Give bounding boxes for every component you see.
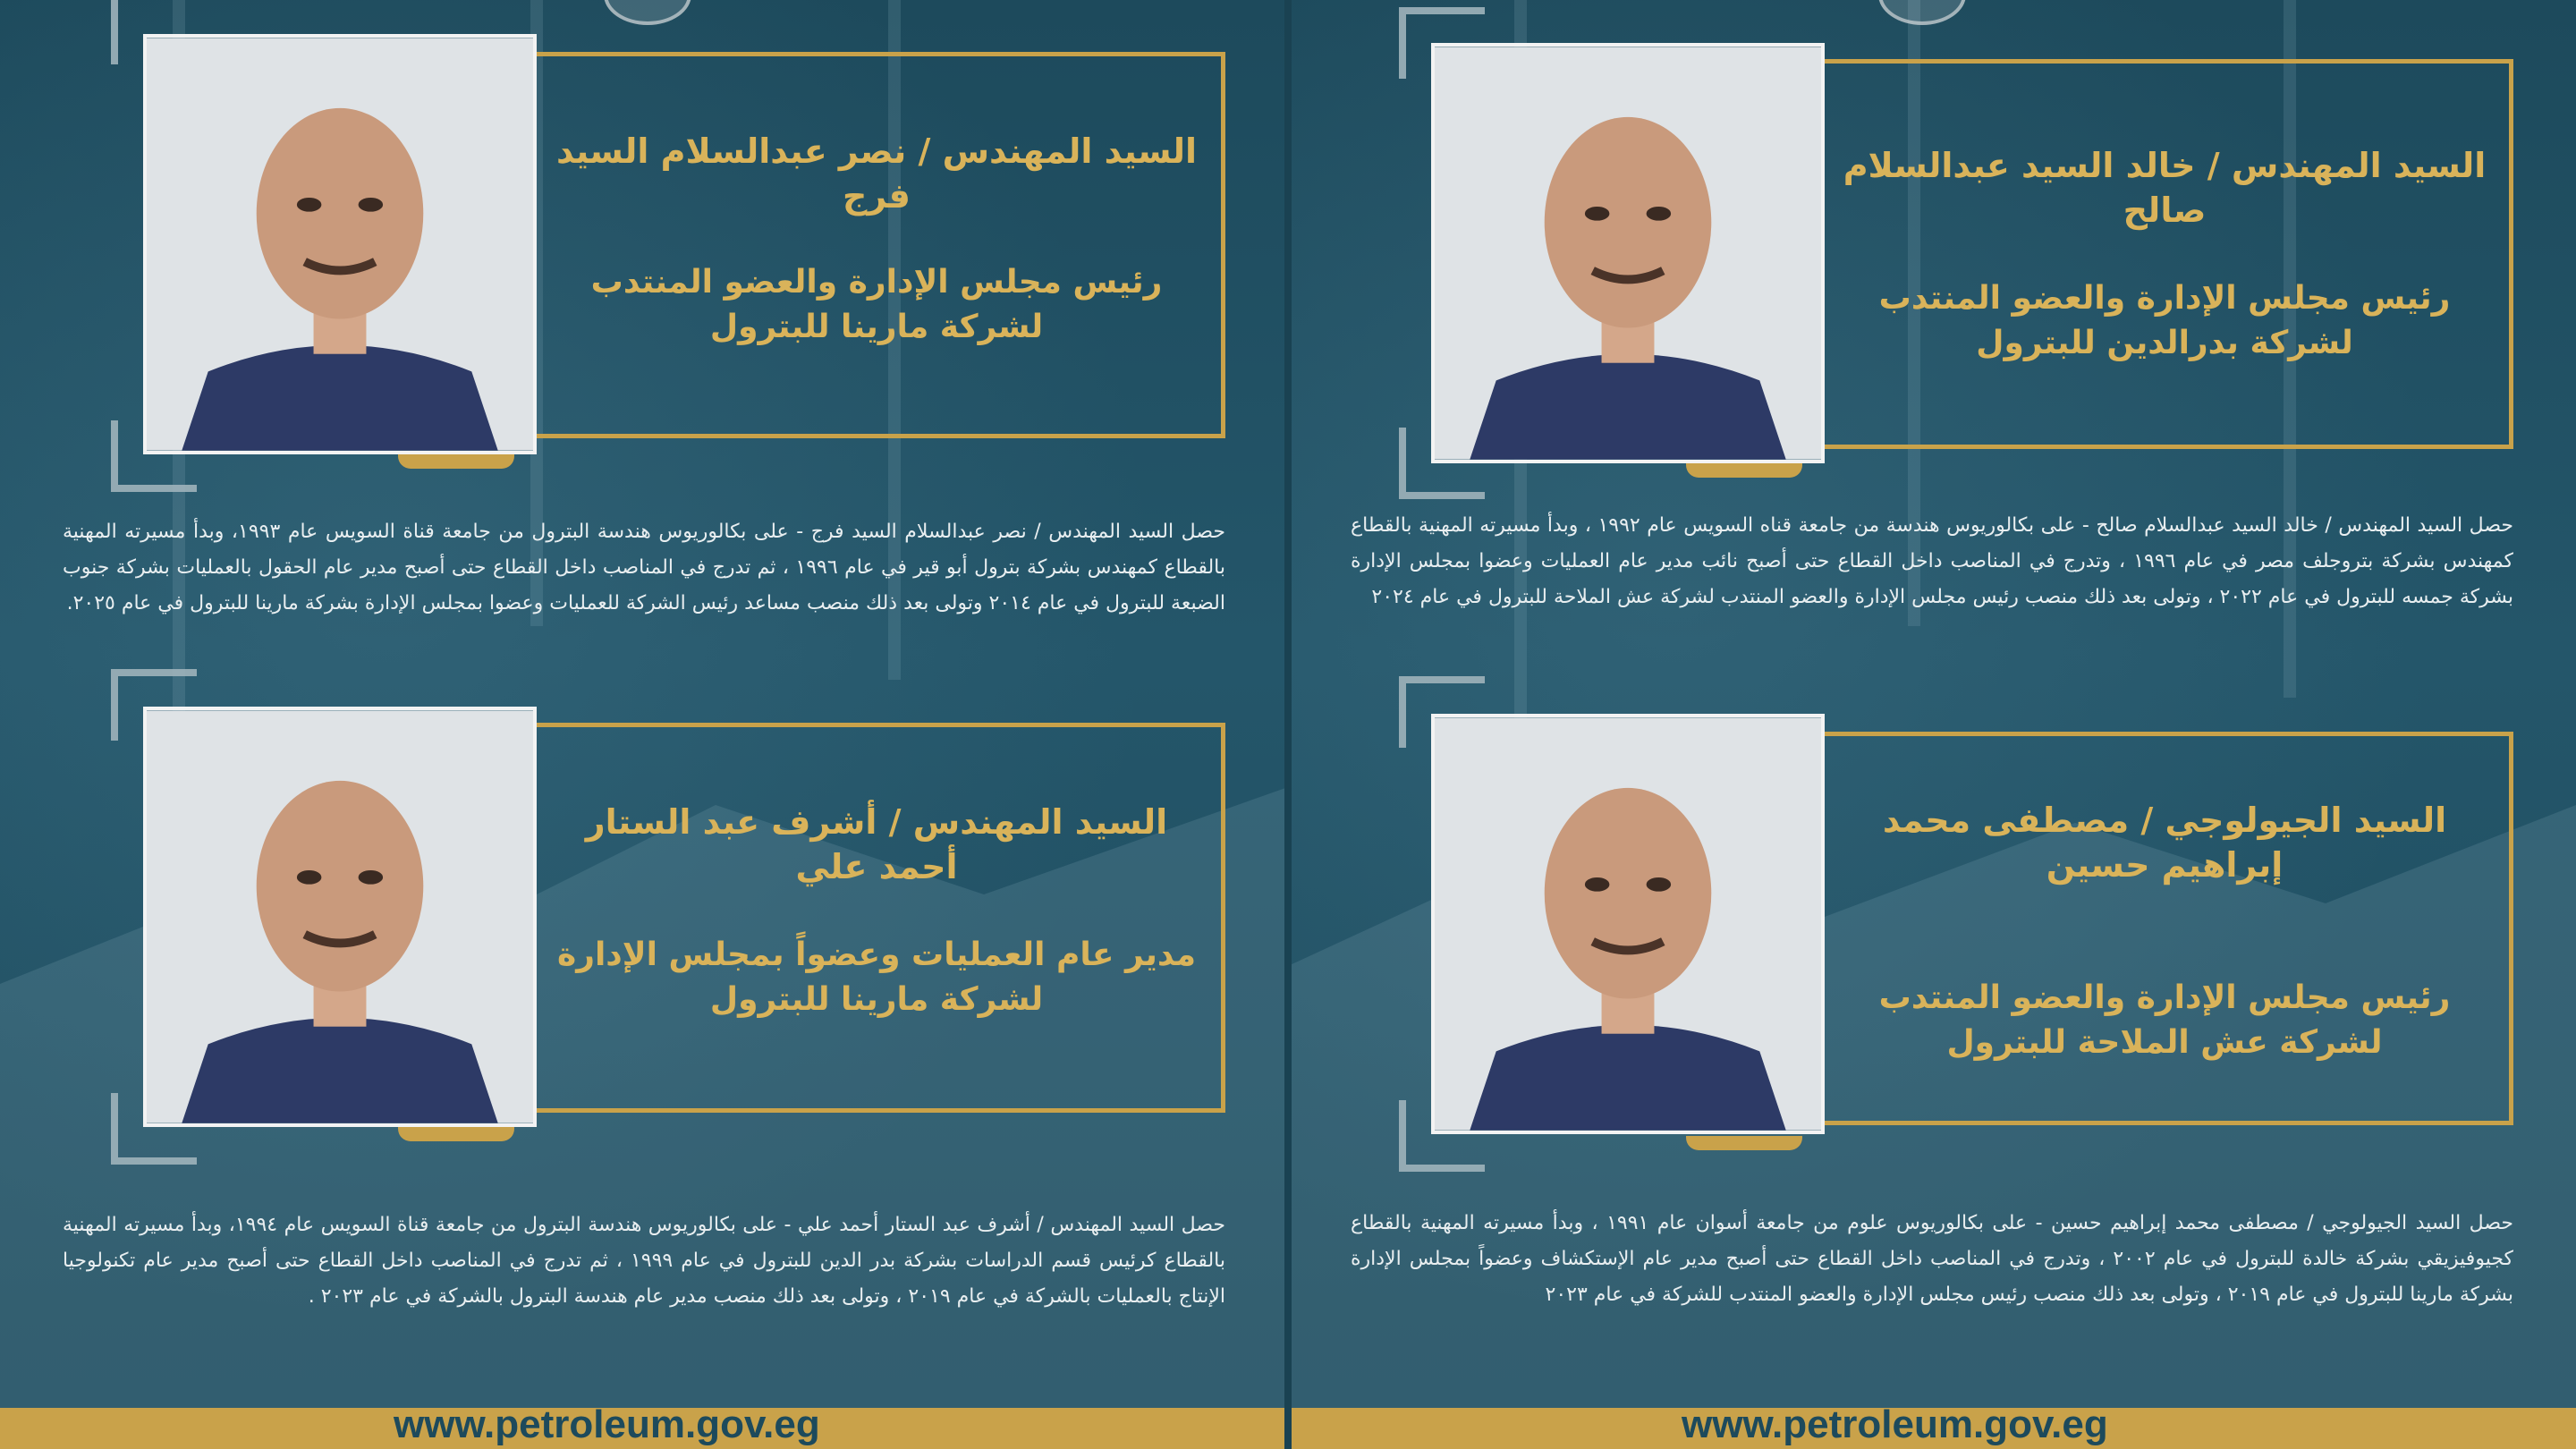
footer-url[interactable]: www.petroleum.gov.eg	[1682, 1408, 2108, 1446]
footer-bar	[0, 1408, 1288, 1449]
person-name: السيد المهندس / نصر عبدالسلام السيد فرج	[555, 131, 1198, 216]
person-name: السيد المهندس / أشرف عبد الستار أحمد علي	[585, 802, 1168, 886]
person-role-line1: رئيس مجلس الإدارة والعضو المنتدب	[590, 264, 1163, 301]
info-frame	[1807, 732, 2513, 1125]
person-bio: حصل السيد المهندس / نصر عبدالسلام السيد فرج - على بكالوريوس هندسة البترول من جامعة قناة السويس عام ١٩٩٣، وبدأ مسيرته المهنية بالقطاع كمهندس بشركة بترول أبو قير في عام ١٩٩٦ ، ثم تدرج في المناصب داخل القطاع حتى أصبح مدير عام الحقول بالعمليات بشركة جنوب الضبعة للبترول في عام ٢٠١٤ وتولى بعد ذلك منصب مساعد رئيس الشركة للعمليات وعضوا بمجلس الإدارة بشركة مارينا للبترول في عام ٢٠٢٥.	[63, 521, 1225, 614]
person-role-line2: لشركة مارينا للبترول	[709, 309, 1044, 345]
photo-tab	[398, 1127, 514, 1141]
person-name: السيد الجيولوجي / مصطفى محمد إبراهيم حسين	[1882, 801, 2447, 885]
footer-bar	[1288, 1408, 2576, 1449]
person-role-line2: لشركة عش الملاحة للبترول	[1946, 1024, 2383, 1061]
info-frame	[1807, 59, 2513, 449]
photo-tab	[398, 454, 514, 469]
person-bio: حصل السيد الجيولوجي / مصطفى محمد إبراهيم حسين - على بكالوريوس علوم من جامعة أسوان عام ١٩٩١ ، وبدأ مسيرته المهنية بالقطاع كجيوفيزيقي بشركة خالدة للبترول في عام ٢٠٠٢ ، وتدرج في المناصب داخل القطاع حتى أصبح مدير عام الإستكشاف وعضواً بمجلس الإدارة بشركة مارينا للبترول في عام ٢٠١٩ ، وتولى بعد ذلك منصب رئيس مجلس الإدارة والعضو المنتدب للشركة في عام ٢٠٢٣	[1351, 1212, 2514, 1306]
person-bio: حصل السيد المهندس / أشرف عبد الستار أحمد علي - على بكالوريوس هندسة البترول من جامعة قناة السويس عام ١٩٩٤، وبدأ مسيرته المهنية بالقطاع كرئيس قسم الدراسات بشركة بدر الدين للبترول في عام ١٩٩٩ ، ثم تدرج في المناصب داخل القطاع حتى أصبح مدير عام تكنولوجيا الإنتاج بالعمليات بالشركة في عام ٢٠١٩ ، وتولى بعد ذلك منصب مدير عام هندسة البترول بالشركة في عام ٢٠٢٣ .	[63, 1214, 1226, 1308]
person-role-line2: لشركة بدرالدين للبترول	[1976, 325, 2353, 361]
photo-tab	[1686, 1136, 1802, 1150]
person-bio: حصل السيد المهندس / خالد السيد عبدالسلام صالح - على بكالوريوس هندسة من جامعة قناه السويس عام ١٩٩٢ ، وبدأ مسيرته المهنية بالقطاع كمهندس بشركة بتروجلف مصر في عام ١٩٩٦ ، وتدرج في المناصب داخل القطاع حتى أصبح نائب مدير عام العمليات وعضوا بمجلس الإدارة بشركة جمسه للبترول في عام ٢٠٢٢ ، وتولى بعد ذلك منصب رئيس مجلس الإدارة والعضو المنتدب لشركة عش الملاحة للبترول في عام ٢٠٢٤	[1351, 514, 2513, 608]
footer-url[interactable]: www.petroleum.gov.eg	[394, 1408, 820, 1446]
person-portrait-icon	[1435, 717, 1821, 1131]
portrait-photo	[143, 34, 537, 454]
person-portrait-icon	[147, 710, 533, 1123]
panel-divider	[1284, 0, 1292, 1449]
right-panel	[1288, 0, 2576, 1449]
person-role-line1: مدير عام العمليات وعضواً بمجلس الإدارة	[556, 936, 1197, 973]
person-portrait-icon	[147, 38, 533, 451]
person-role-line2: لشركة مارينا للبترول	[709, 981, 1044, 1018]
portrait-photo	[143, 707, 537, 1127]
photo-tab	[1686, 463, 1802, 478]
person-role-line1: رئيس مجلس الإدارة والعضو المنتدب	[1878, 280, 2451, 317]
person-name: السيد المهندس / خالد السيد عبدالسلام صالح	[1843, 146, 2487, 230]
person-portrait-icon	[1435, 47, 1821, 460]
portrait-photo	[1431, 714, 1825, 1134]
portrait-photo	[1431, 43, 1825, 463]
person-role-line1: رئيس مجلس الإدارة والعضو المنتدب	[1878, 979, 2451, 1016]
